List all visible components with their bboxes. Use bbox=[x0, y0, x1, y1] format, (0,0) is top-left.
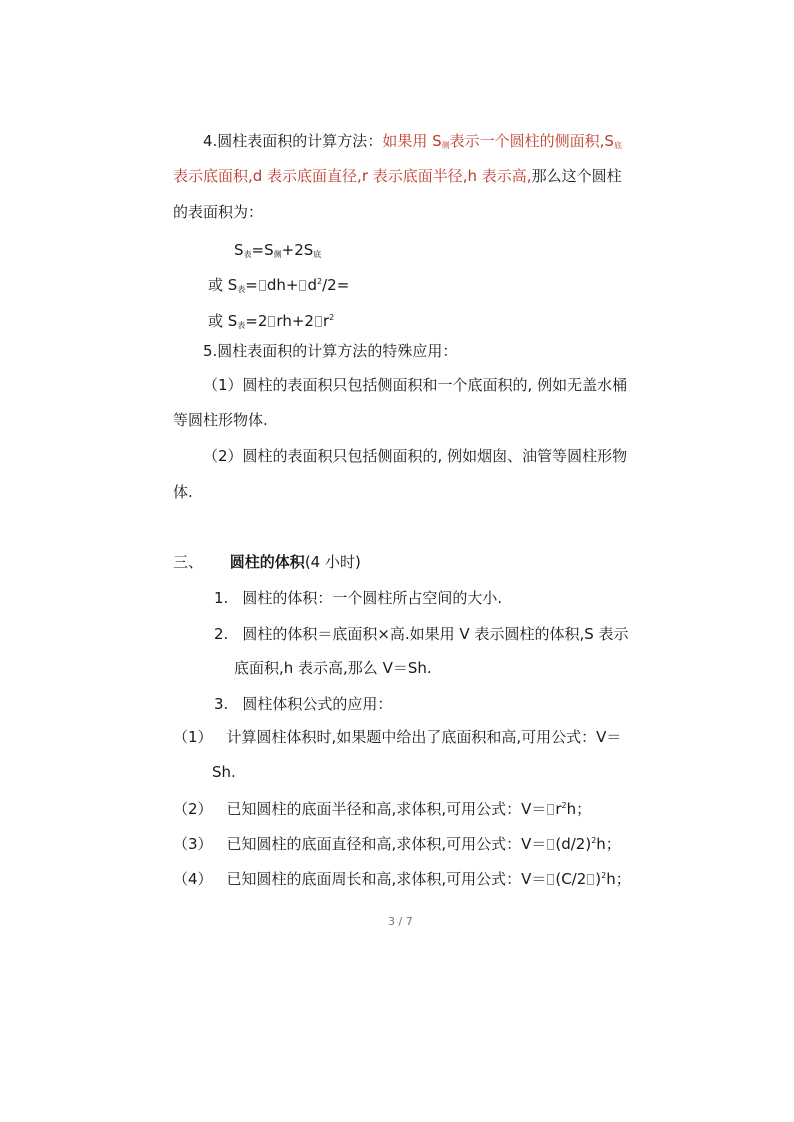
application-3: （3） 已知圆柱的底面直径和高,求体积,可用公式：$V= (d/2)^2h$； bbox=[173, 835, 621, 853]
definition-text: 如果用 $S_侧$表示一个圆柱的侧面积$,S_底$ bbox=[382, 132, 622, 150]
section-number: 三、 bbox=[173, 553, 204, 571]
application-4: （4） 已知圆柱的底面周长和高,求体积,可用公式：V＝ (C/2 )$^2$h； bbox=[173, 870, 631, 888]
formula-3: 或 $S_表=2$ rh+2 $r^2$ bbox=[208, 312, 335, 330]
page-number: 3 / 7 bbox=[388, 915, 413, 928]
section-5-item-1: （1）圆柱的表面积只包括侧面积和一个底面积的, 例如无盖水桶 bbox=[203, 376, 628, 394]
volume-item-2: 2. 圆柱的体积＝底面积×高.如果用 V 表示圆柱的体积,S 表示 bbox=[214, 625, 629, 643]
section-5-item-2: （2）圆柱的表面积只包括侧面积的, 例如烟囱、油管等圆柱形物 bbox=[203, 447, 628, 465]
volume-item-1: 1. 圆柱的体积：一个圆柱所占空间的大小. bbox=[214, 589, 503, 607]
section-4-heading: 4.圆柱表面积的计算方法： bbox=[203, 132, 383, 150]
section-hours: (4 小时) bbox=[304, 553, 361, 571]
application-2: （2） 已知圆柱的底面半径和高,求体积,可用公式：$V= r^2h$； bbox=[173, 800, 592, 818]
pi-placeholder-icon bbox=[259, 280, 266, 291]
section-5-item-1-cont: 等圆柱形物体. bbox=[173, 411, 268, 429]
section-3-heading bbox=[173, 552, 361, 572]
formula-1: $S_表=S_侧+2S_底$ bbox=[234, 241, 322, 259]
section-title: 圆柱的体积 bbox=[229, 553, 305, 571]
section-5-heading: 5.圆柱表面积的计算方法的特殊应用： bbox=[203, 342, 458, 360]
pi-placeholder-icon bbox=[587, 874, 594, 885]
pi-placeholder-icon bbox=[547, 839, 554, 850]
pi-placeholder-icon bbox=[547, 874, 554, 885]
volume-item-2-cont: 底面积,h 表示高,那么 V＝Sh. bbox=[234, 659, 432, 677]
pi-placeholder-icon bbox=[268, 316, 275, 327]
formula-2: 或 $S_表= dh+ d^2/2=$ bbox=[208, 276, 350, 294]
pi-placeholder-icon bbox=[547, 804, 554, 815]
pi-placeholder-icon bbox=[299, 280, 306, 291]
definition-text-cont: 表示底面积,d 表示底面直径,r 表示底面半径,h 表示高, bbox=[173, 167, 532, 185]
application-1-cont: Sh. bbox=[212, 763, 236, 781]
section-4-line-3: 的表面积为： bbox=[173, 203, 264, 221]
application-1: （1） 计算圆柱体积时,如果题中给出了底面积和高,可用公式：V＝ bbox=[173, 728, 622, 746]
section-4-line-1 bbox=[203, 131, 622, 156]
volume-item-3: 3. 圆柱体积公式的应用： bbox=[214, 695, 393, 713]
section-4-line-2: 表示底面积,d 表示底面直径,r 表示底面半径,h 表示高,那么这个圆柱 bbox=[173, 167, 622, 185]
pi-placeholder-icon bbox=[315, 316, 322, 327]
section-5-item-2-cont: 体. bbox=[173, 483, 193, 501]
